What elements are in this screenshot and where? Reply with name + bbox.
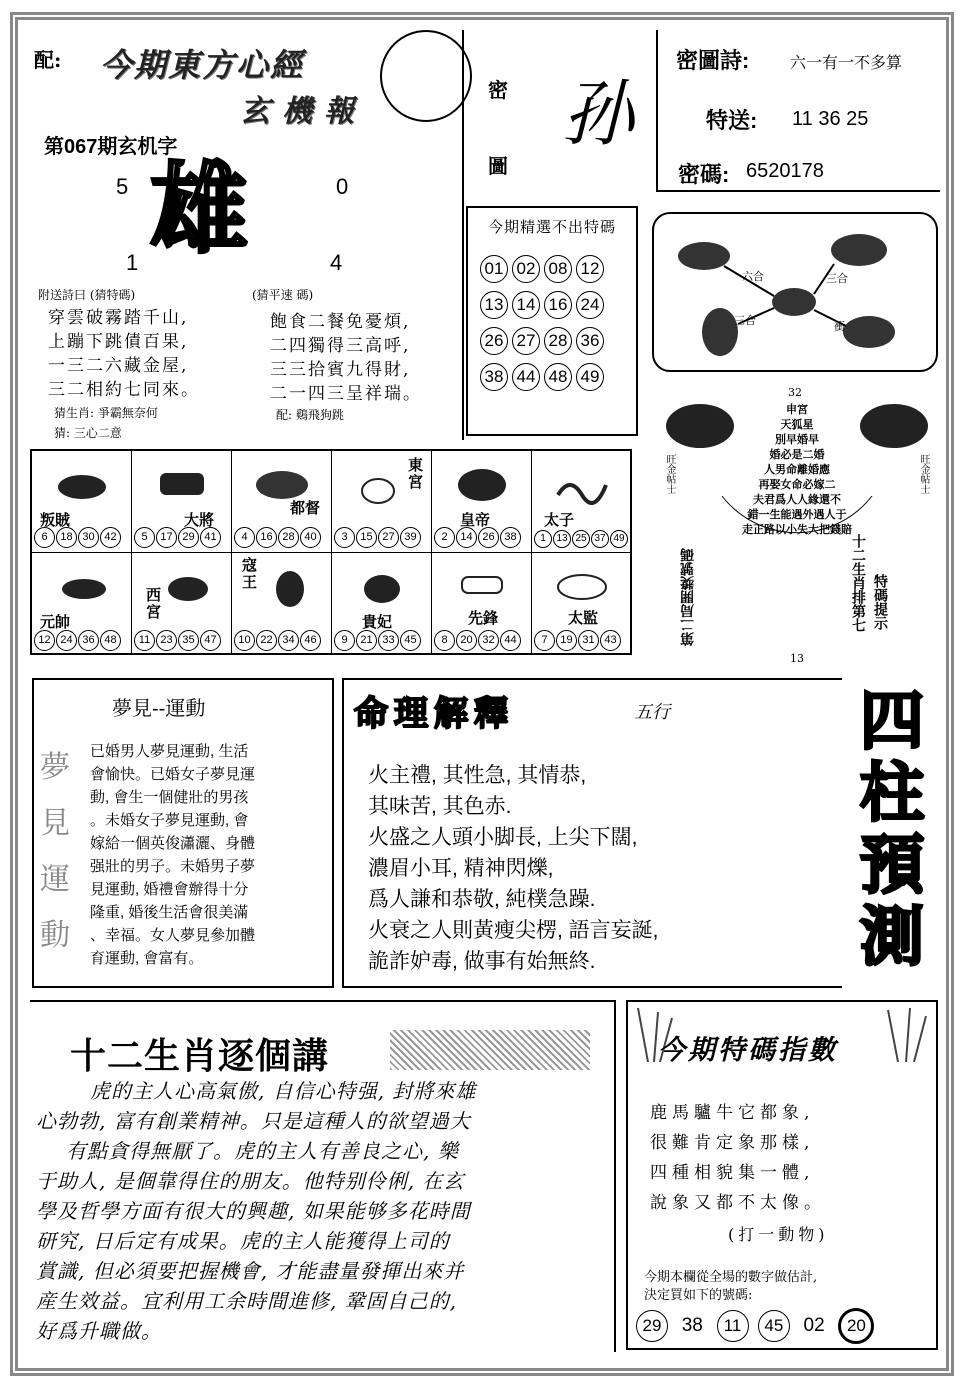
zodiac-name: 先鋒 (468, 609, 499, 627)
round-hint-line: 夫君爲人人緣還不 (753, 493, 841, 506)
digit-bottom-right: 4 (330, 250, 343, 275)
zodiac-name: 元帥 (40, 613, 71, 631)
zodiac-number: 21 (356, 630, 377, 651)
zodiac-number: 42 (100, 527, 121, 548)
zodiac-name: 東宮 (408, 456, 424, 491)
pick-number: 27 (512, 327, 540, 355)
zodiac-number: 2 (434, 527, 455, 548)
round-hint-side-left: 旺金帖士 (664, 454, 675, 494)
fate-line: 火盛之人頭小脚長, 上尖下闊, (368, 826, 638, 849)
title-top: 今期東方心經 (100, 46, 305, 84)
monkey-icon (268, 567, 324, 607)
sanhe-label: 三合 (826, 272, 848, 285)
poem-right-line: 飽食二餐免憂煩, (270, 312, 411, 332)
zodiac-number: 28 (278, 527, 299, 548)
zodiac-grid (30, 449, 632, 655)
zodiac-number: 23 (156, 630, 177, 651)
special-number: 29 (636, 1310, 668, 1342)
fate-line: 火主禮, 其性急, 其情恭, (368, 764, 587, 787)
rat-silhouette (772, 288, 816, 316)
round-hint-text (652, 402, 942, 537)
four-pillars-title: 四柱預測 (860, 684, 924, 975)
zodiac-number: 14 (456, 527, 477, 548)
zodiac-cell-goat (132, 553, 232, 655)
zodiac-talk-line: 于助人, 是個靠得住的朋友。他特别伶俐, 在玄 (36, 1169, 465, 1193)
dream-line: 嫁給一個英俊瀟灑、身體 (90, 835, 256, 852)
zodiac-number: 33 (378, 630, 399, 651)
zodiac-number: 3 (334, 527, 355, 548)
poem-value: 六一有一不多算 (790, 53, 903, 72)
zodiac-number: 7 (534, 630, 555, 651)
poem-label: 密圖詩: (676, 48, 750, 73)
title-bottom: 玄機報 (240, 94, 366, 129)
zodiac-number: 29 (178, 527, 199, 548)
horse-silhouette (843, 316, 895, 348)
zodiac-number: 49 (610, 530, 628, 548)
dragon-icon (454, 465, 510, 505)
pick-number: 28 (544, 327, 572, 355)
poem-right-line: 二四獨得三高呼, (270, 336, 411, 356)
zodiac-cell-rooster (332, 553, 432, 655)
zodiac-cell-dog (432, 553, 532, 655)
ox-icon (154, 465, 210, 505)
vertical-divider (462, 30, 464, 440)
secret-label-top: 密 (488, 78, 508, 102)
special-index-numbers (634, 1308, 876, 1344)
zodiac-number: 45 (400, 630, 421, 651)
zodiac-name: 寇王 (242, 556, 258, 591)
fate-line: 濃眉小耳, 精神閃爍, (368, 857, 554, 880)
poem-left-guess2: 猜: 三心二意 (54, 426, 122, 440)
zodiac-number: 6 (34, 527, 55, 548)
zodiac-number: 47 (200, 630, 221, 651)
poem-left-guess: 猜生肖: 爭霸無奈何 (54, 406, 158, 420)
pick-number: 16 (544, 291, 572, 319)
rooster-icon (354, 567, 410, 607)
digit-bottom-left: 1 (126, 250, 139, 275)
pei-label: 配: (34, 48, 62, 72)
fate-line: 詭詐妒毒, 做事有始無終. (368, 950, 596, 973)
zodiac-talk-line: 研究, 日后定有成果。虎的主人能獲得上司的 (36, 1229, 450, 1253)
zodiac-name: 都督 (290, 499, 321, 517)
poem-left-line: 上蹦下跳債百果, (48, 332, 189, 352)
pick-box-numbers (478, 251, 636, 395)
zodiac-number: 34 (278, 630, 299, 651)
special-number: 11 (717, 1310, 749, 1342)
zodiac-cell-monkey (232, 553, 332, 655)
secret-glyph: 孙 (562, 72, 635, 156)
zodiac-cell-pig (532, 553, 632, 655)
pick-number: 14 (512, 291, 540, 319)
noise-decoration (390, 1030, 590, 1070)
zodiac-talk-line: 學及哲學方面有很大的興趣, 如果能够多花時間 (36, 1199, 471, 1223)
horse-icon (54, 567, 110, 607)
zodiac-number: 5 (134, 527, 155, 548)
code-value: 6520178 (746, 160, 824, 182)
snake-icon (554, 465, 610, 505)
poem-left-line: 三二相約七同來。 (48, 380, 200, 400)
pig-icon (554, 567, 610, 607)
pick-number: 48 (544, 363, 572, 391)
relations-diagram (652, 212, 938, 372)
dream-line: 見運動, 婚禮會辦得十分 (90, 881, 249, 898)
zodiac-number: 38 (500, 527, 521, 548)
zodiac-cell-ox (132, 451, 232, 553)
zodiac-number: 1 (534, 530, 552, 548)
zodiac-number: 20 (456, 630, 477, 651)
riddle-line: 四種相貌集一體, (650, 1163, 815, 1183)
fate-subtitle: 五行 (634, 702, 670, 723)
zodiac-cell-rat (32, 451, 132, 553)
round-hint-caption-right2: 特碼提示 (872, 574, 888, 630)
secret-label-bottom: 圖 (488, 154, 508, 178)
dream-line: 已婚男人夢見運動, 生活 (90, 743, 249, 760)
pick-number: 02 (512, 255, 540, 283)
round-hint-caption-right: 十二生肖排第七 (850, 534, 866, 632)
poem-left-line: 一三二六藏金屋, (48, 356, 189, 376)
code-label: 密碼: (678, 162, 730, 187)
fate-text (368, 760, 659, 977)
zodiac-number: 36 (78, 630, 99, 651)
round-hint-line: 婚必是二婚 (769, 448, 825, 461)
poem-right-note: 配: 鷄飛狗跳 (276, 408, 344, 422)
round-hint-line: 再娶女命必嫁二 (758, 478, 836, 491)
zodiac-name: 西宮 (146, 586, 162, 621)
zodiac-talk-title: 十二生肖逐個講 (70, 1035, 330, 1076)
zodiac-cell-tiger (232, 451, 332, 553)
issue-label: 第067期玄机字 (44, 136, 178, 158)
zodiac-number: 31 (578, 630, 599, 651)
zodiac-number: 37 (591, 530, 609, 548)
pick-number: 12 (576, 255, 604, 283)
round-hint-bottom-number: 13 (790, 652, 804, 665)
dream-side-decoration: 夢 見 運 動 (40, 750, 70, 953)
zodiac-number: 32 (478, 630, 499, 651)
monkey-silhouette (702, 308, 738, 356)
dragon-silhouette (831, 234, 887, 266)
round-hint (652, 384, 942, 666)
dream-line: 、幸福。女人夢見參加體 (90, 927, 256, 944)
zodiac-name: 大將 (184, 511, 215, 529)
zodiac-number: 17 (156, 527, 177, 548)
dream-line: 動, 會生一個健壯的男孩 (90, 789, 249, 806)
zodiac-number: 12 (34, 630, 55, 651)
round-hint-top-number: 32 (788, 386, 802, 399)
zodiac-number: 44 (500, 630, 521, 651)
special-index-title: 今期特碼指數 (658, 1035, 838, 1066)
zodiac-number: 9 (334, 630, 355, 651)
fate-title: 命理解釋 (354, 694, 514, 734)
zodiac-number: 39 (400, 527, 421, 548)
round-hint-caption-left: 第二局開獎號碼 (680, 548, 696, 646)
pick-number: 38 (480, 363, 508, 391)
poem-right-line: 三三拾賓九得財, (270, 360, 411, 380)
round-hint-line: 天狐星 (780, 418, 814, 431)
zodiac-number: 11 (134, 630, 155, 651)
special-number: 02 (803, 1315, 825, 1336)
zodiac-name: 皇帝 (460, 511, 491, 529)
dream-line: 强壯的男子。未婚男子夢 (90, 858, 256, 875)
zodiac-cell-dragon (432, 451, 532, 553)
zodiac-cell-snake (532, 451, 632, 553)
zodiac-number: 8 (434, 630, 455, 651)
ox-silhouette (678, 242, 730, 270)
zodiac-name: 叛賊 (40, 511, 71, 529)
pick-box (466, 206, 638, 436)
pick-number: 44 (512, 363, 540, 391)
dream-line: 隆重, 婚後生活會很美滿 (90, 904, 249, 921)
zodiac-talk-line: 好爲升職做。 (36, 1319, 162, 1343)
dream-box (32, 678, 334, 988)
round-hint-line: 人男命離婚應 (764, 463, 830, 476)
pick-number: 36 (576, 327, 604, 355)
dream-line: 會愉快。已婚女子夢見運 (90, 766, 256, 783)
zodiac-number: 10 (234, 630, 255, 651)
round-hint-side-right: 旺金帖士 (918, 454, 929, 494)
zodiac-number: 24 (56, 630, 77, 651)
riddle-line: 鹿馬驢牛它都象, (650, 1103, 815, 1123)
zodiac-talk-box (30, 1000, 616, 1352)
zodiac-talk-line: 心勃勃, 富有創業精神。只是這種人的欲望過大 (36, 1109, 471, 1133)
digit-top-left: 5 (116, 174, 129, 199)
special-index-note1: 今期本欄從全場的數字做估計, (644, 1270, 818, 1285)
zodiac-talk-line: 産生效益。宜利用工余時間進修, 鞏固自己的, (36, 1289, 458, 1313)
fate-line: 火衰之人則黃瘦尖楞, 語言妄誕, (368, 919, 659, 942)
pick-number: 08 (544, 255, 572, 283)
zodiac-number: 35 (178, 630, 199, 651)
special-value: 11 36 25 (792, 108, 869, 130)
zodiac-name: 太監 (568, 609, 599, 627)
zodiac-number: 27 (378, 527, 399, 548)
round-hint-line: 別早婚早 (775, 433, 819, 446)
zodiac-number: 18 (56, 527, 77, 548)
chong-label: 衝 (834, 320, 845, 333)
dream-title: 夢見--運動 (112, 698, 206, 720)
fate-box (342, 678, 842, 988)
special-number: 45 (758, 1310, 790, 1342)
zodiac-talk-text (36, 1076, 476, 1346)
zodiac-cell-rabbit (332, 451, 432, 553)
poem-left-line: 穿雲破霧踏千山, (48, 308, 189, 328)
pick-number: 26 (480, 327, 508, 355)
dream-line: 。未婚女子夢見運動, 會 (90, 812, 249, 829)
pick-box-title: 今期精選不出特碼 (487, 218, 616, 236)
zodiac-number: 13 (553, 530, 571, 548)
special-index-box (626, 1000, 938, 1350)
liuhe-label: 六合 (742, 270, 764, 283)
mystery-character: 雄 (150, 152, 253, 267)
special-label: 特送: (706, 108, 758, 133)
riddle-hint: (打一動物) (728, 1225, 829, 1244)
poem-left (48, 306, 200, 402)
sanhe-label-2: 三合 (734, 314, 756, 327)
title-circle-decoration (380, 30, 472, 122)
zodiac-number: 16 (256, 527, 277, 548)
special-index-riddle (650, 1098, 826, 1218)
zodiac-talk-line: 虎的主人心高氣傲, 自信心特强, 封將來雄 (90, 1079, 477, 1103)
zodiac-cell-horse (32, 553, 132, 655)
rabbit-icon (354, 465, 410, 505)
rat-icon (54, 465, 110, 505)
pick-number: 13 (480, 291, 508, 319)
zodiac-name: 太子 (544, 511, 575, 529)
zodiac-talk-line: 賞識, 但必須要把握機會, 才能盡量發揮出來并 (36, 1259, 465, 1283)
poem-right (270, 310, 422, 406)
riddle-line: 說象又都不太像。 (650, 1193, 826, 1213)
fate-line: 爲人謙和恭敬, 純樸急躁. (368, 888, 596, 911)
pick-number: 24 (576, 291, 604, 319)
dream-text (90, 740, 255, 970)
round-hint-line: 錯一生能遇外遇人于 (747, 508, 847, 521)
zodiac-number: 30 (78, 527, 99, 548)
pick-number: 01 (480, 255, 508, 283)
zodiac-number: 15 (356, 527, 377, 548)
zodiac-number: 19 (556, 630, 577, 651)
poem-left-header: 附送詩曰 (猜特碼) (38, 288, 136, 302)
zodiac-number: 22 (256, 630, 277, 651)
round-hint-line: 走正路以小失大把錢賠 (742, 523, 852, 536)
zodiac-number: 43 (600, 630, 621, 651)
zodiac-talk-line: 有點貪得無厭了。虎的主人有善良之心, 樂 (66, 1139, 459, 1163)
special-number: 20 (838, 1308, 874, 1344)
zodiac-number: 4 (234, 527, 255, 548)
dream-line: 育運動, 會富有。 (90, 950, 204, 967)
zodiac-number: 26 (478, 527, 499, 548)
pick-number: 49 (576, 363, 604, 391)
dog-icon (454, 567, 510, 607)
round-hint-line: 申宮 (786, 403, 808, 416)
zodiac-number: 41 (200, 527, 221, 548)
special-number: 38 (681, 1315, 703, 1336)
poem-right-header: (猜平速 碼) (252, 288, 314, 302)
zodiac-number: 48 (100, 630, 121, 651)
zodiac-number: 40 (300, 527, 321, 548)
zodiac-number: 46 (300, 630, 321, 651)
relations-svg (654, 214, 936, 370)
digit-top-right: 0 (336, 174, 349, 199)
zodiac-number: 25 (572, 530, 590, 548)
riddle-line: 很難肯定象那樣, (650, 1133, 815, 1153)
poem-right-line: 二一四三呈祥瑞。 (270, 384, 422, 404)
zodiac-name: 貴妃 (362, 613, 393, 631)
fate-line: 其味苦, 其色赤. (368, 795, 512, 818)
special-index-note2: 決定買如下的號碼: (644, 1288, 753, 1303)
